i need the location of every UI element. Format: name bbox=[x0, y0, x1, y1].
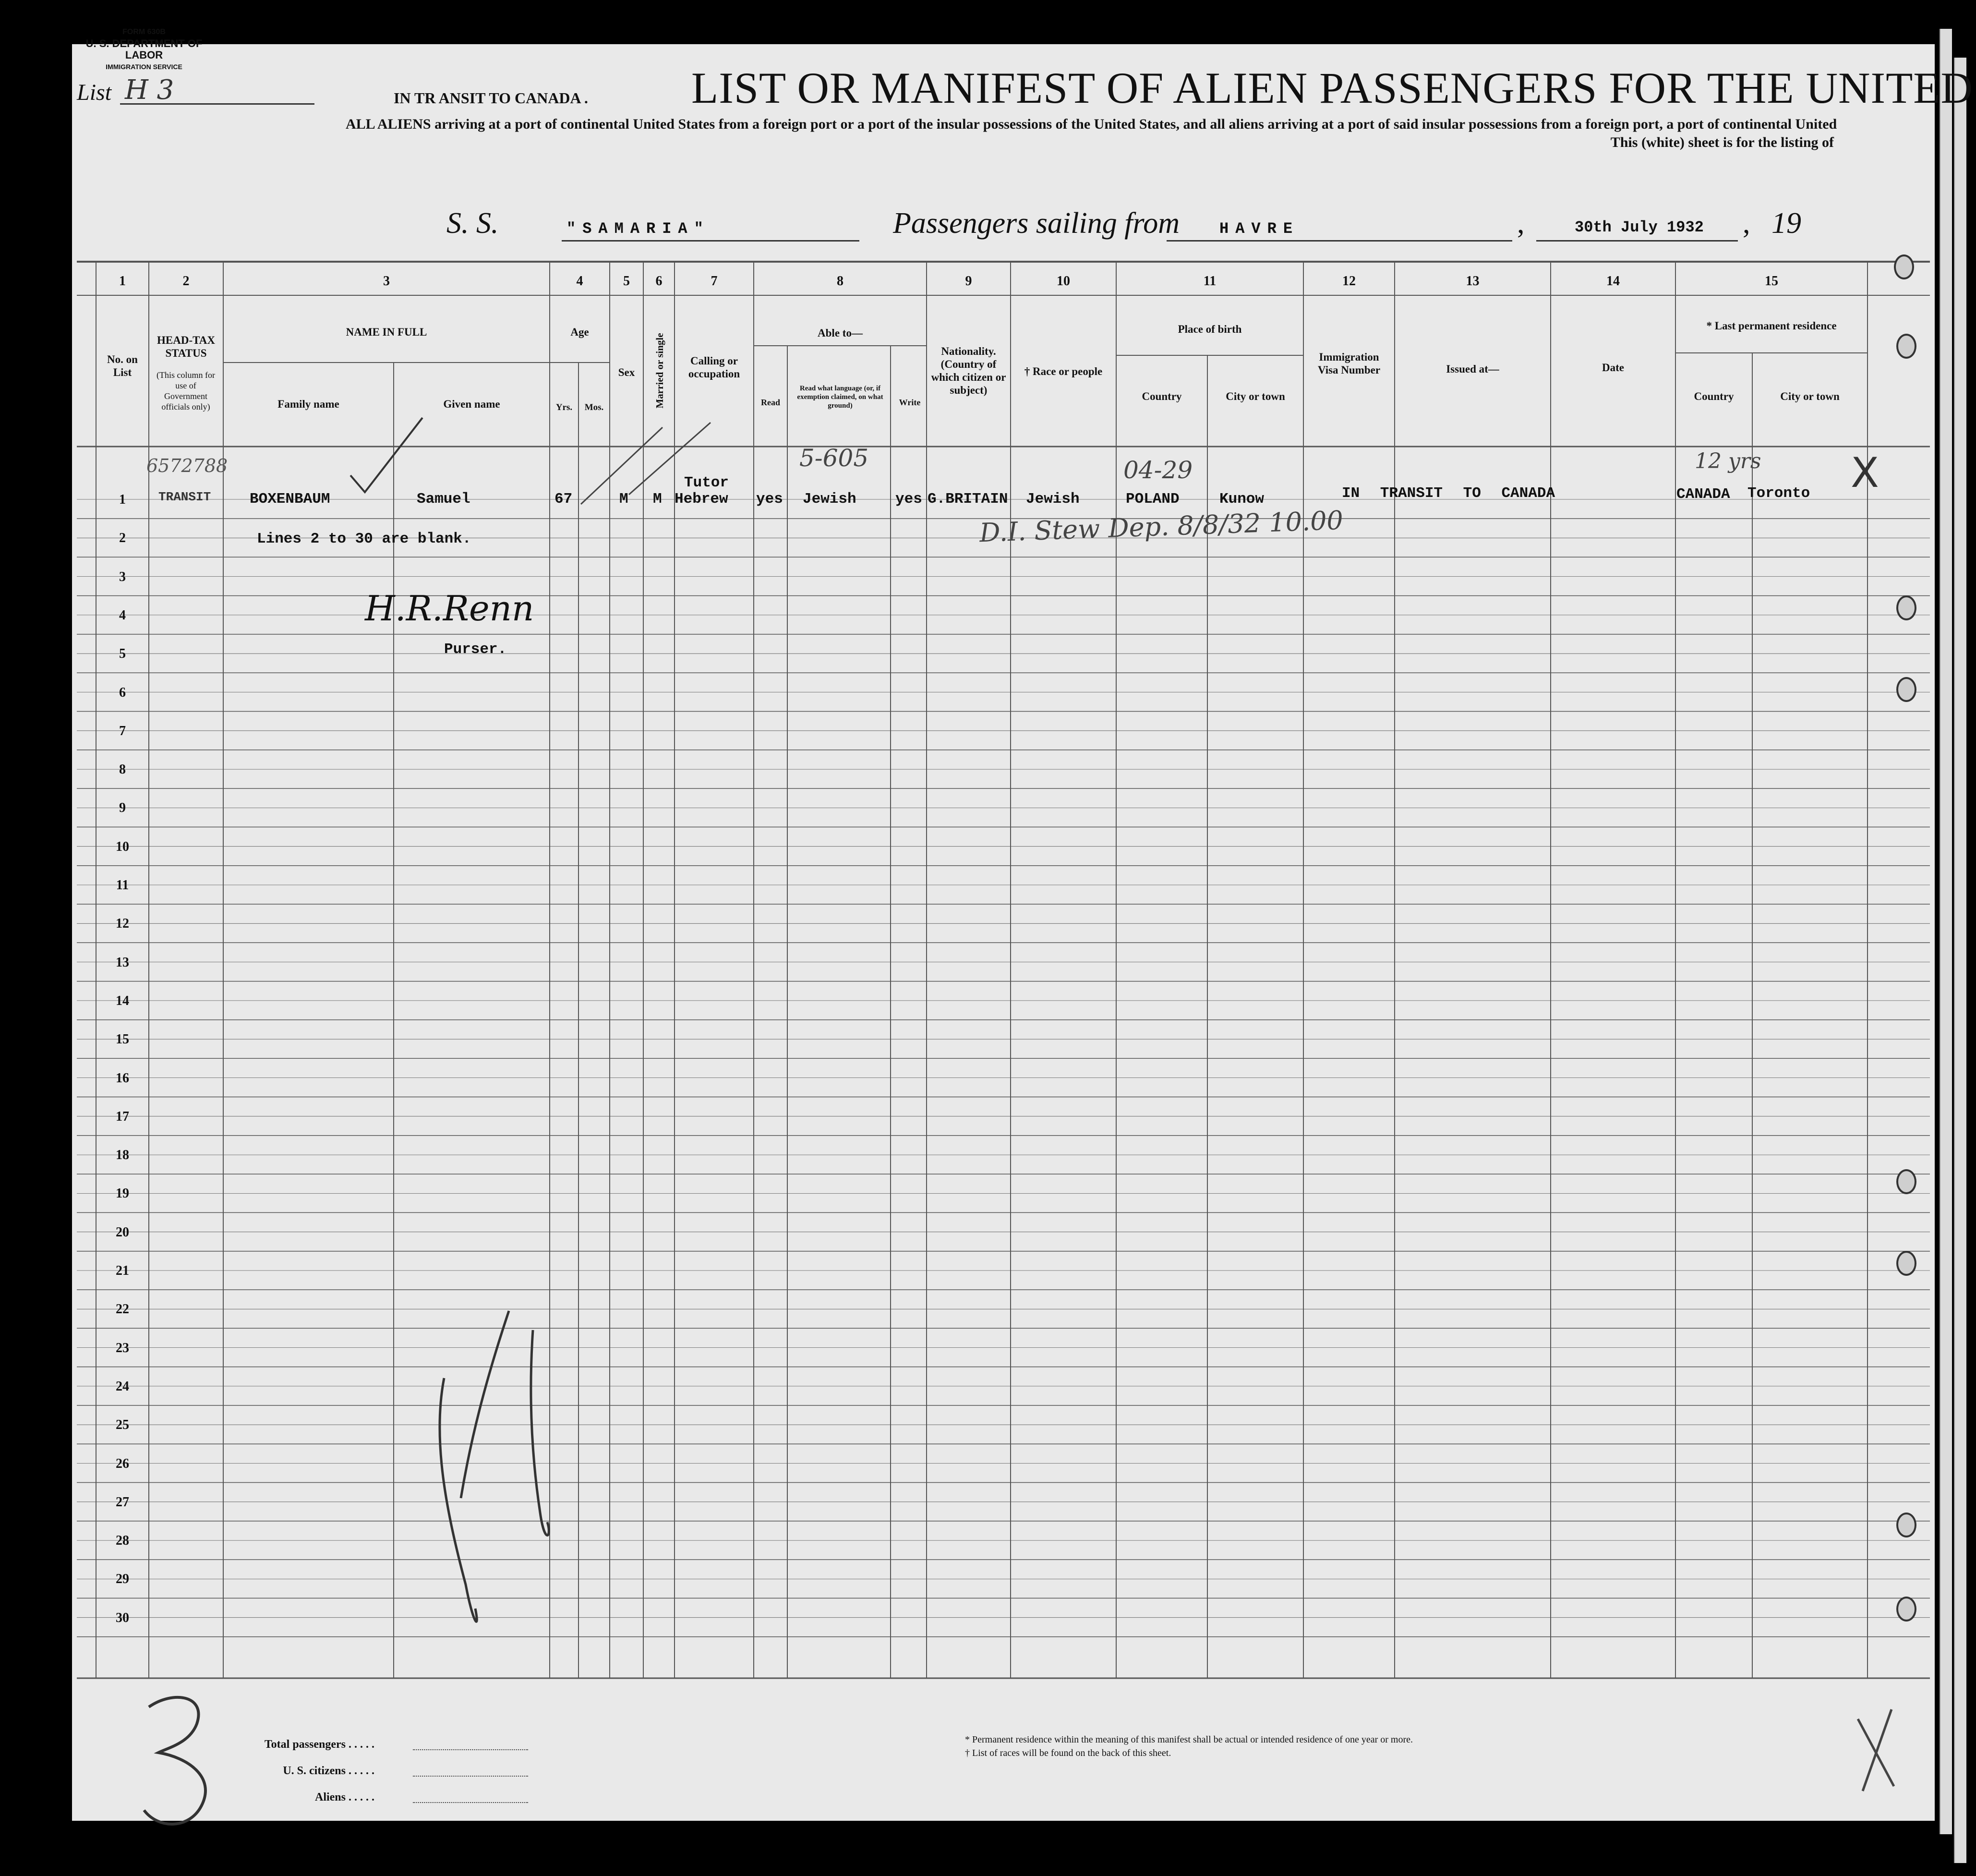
header-name-in-full: NAME IN FULL bbox=[346, 326, 427, 338]
family-name-cell: BOXENBAUM bbox=[250, 491, 330, 508]
row-number: 14 bbox=[116, 993, 129, 1008]
pen-stroke-3 bbox=[144, 1697, 205, 1824]
age-cell: 67 bbox=[554, 491, 573, 508]
column-number: 5 bbox=[623, 274, 630, 289]
column-number: 8 bbox=[837, 274, 843, 289]
column-number: 11 bbox=[1203, 274, 1217, 289]
row-number: 13 bbox=[116, 955, 129, 970]
header-head-tax-note: (This column for use of Government officials only) bbox=[157, 370, 215, 412]
pen-stroke-k bbox=[440, 1311, 549, 1622]
row-number: 7 bbox=[119, 723, 126, 738]
row-number: 9 bbox=[119, 800, 126, 816]
transit-note: IN TR ANSIT TO CANADA . bbox=[394, 89, 588, 107]
total-passengers-line bbox=[413, 1749, 528, 1750]
column-number: 9 bbox=[965, 274, 972, 289]
row-number: 20 bbox=[116, 1224, 129, 1240]
header-last-residence: * Last permanent residence bbox=[1706, 320, 1837, 332]
row-number: 16 bbox=[116, 1070, 129, 1086]
column-number: 4 bbox=[576, 274, 583, 289]
residence-country-cell: CANADA bbox=[1676, 486, 1730, 503]
header-birth-country: Country bbox=[1142, 390, 1182, 402]
pen-stroke-diagonal bbox=[629, 423, 711, 495]
header-head-tax: HEAD-TAX STATUS bbox=[157, 334, 215, 359]
language-cell: Jewish bbox=[803, 491, 856, 508]
birth-city-cell: Kunow bbox=[1219, 491, 1265, 508]
form-line: IMMIGRATION SERVICE bbox=[106, 63, 182, 71]
header-age-mos: Mos. bbox=[584, 402, 604, 412]
purser-signature: H.R.Renn bbox=[365, 588, 534, 629]
column-number: 14 bbox=[1606, 274, 1620, 289]
row-number: 21 bbox=[116, 1263, 129, 1278]
row-number: 1 bbox=[119, 492, 126, 507]
row-number: 26 bbox=[116, 1456, 129, 1471]
purser-label: Purser. bbox=[444, 641, 507, 658]
header-able-to: Able to— bbox=[818, 327, 863, 339]
form-line: U. S. DEPARTMENT OF LABOR bbox=[85, 37, 203, 61]
handwritten-code: 04-29 bbox=[1123, 456, 1193, 484]
list-value: H 3 bbox=[125, 74, 174, 106]
header-sex: Sex bbox=[618, 366, 635, 378]
port-name: HAVRE bbox=[1219, 220, 1300, 238]
form-line: FORM 630B bbox=[122, 28, 166, 36]
ss-label: S. S. bbox=[446, 207, 499, 240]
read-cell: yes bbox=[756, 491, 783, 508]
blank-lines-note: Lines 2 to 30 are blank. bbox=[257, 531, 471, 547]
comma: , bbox=[1743, 207, 1750, 240]
total-passengers-label: Total passengers . . . . . bbox=[264, 1738, 374, 1751]
row-number: 19 bbox=[116, 1186, 129, 1201]
row-number: 23 bbox=[116, 1340, 129, 1356]
nationality-cell: G.BRITAIN bbox=[928, 491, 1008, 508]
us-citizens-label: U. S. citizens . . . . . bbox=[283, 1765, 374, 1777]
header-age: Age bbox=[570, 326, 589, 338]
binder-hole bbox=[1896, 1251, 1916, 1276]
row-number: 29 bbox=[116, 1572, 129, 1587]
header-birth-city: City or town bbox=[1226, 390, 1285, 402]
sex-cell: M bbox=[619, 491, 628, 508]
subtitle-line-2: This (white) sheet is for the listing of bbox=[1610, 134, 1834, 150]
header-visa-number: Immigration Visa Number bbox=[1317, 351, 1381, 376]
head-tax-handwritten: 6572788 bbox=[146, 455, 228, 476]
comma: , bbox=[1517, 207, 1525, 240]
column-number: 12 bbox=[1342, 274, 1356, 289]
header-read-language: Read what language (or, if exemption claimed, on what ground) bbox=[797, 385, 883, 410]
footnote-permanent-residence: * Permanent residence within the meaning of this manifest shall be actual or intended residence of one year or more. bbox=[965, 1734, 1413, 1745]
binder-hole bbox=[1896, 595, 1916, 620]
header-no-on-list: No. on List bbox=[107, 353, 138, 378]
row-number: 10 bbox=[116, 839, 129, 854]
write-cell: yes bbox=[895, 491, 922, 508]
aliens-label: Aliens . . . . . bbox=[314, 1791, 374, 1803]
row-number: 12 bbox=[116, 916, 129, 932]
header-residence-city: City or town bbox=[1780, 390, 1840, 402]
column-number: 3 bbox=[383, 274, 390, 289]
header-family-name: Family name bbox=[277, 398, 339, 410]
header-date: Date bbox=[1602, 362, 1624, 374]
row-number: 11 bbox=[116, 878, 129, 893]
married-cell: M bbox=[653, 491, 662, 508]
row-number: 3 bbox=[119, 569, 126, 584]
row-number: 22 bbox=[116, 1302, 129, 1317]
binder-hole bbox=[1896, 1597, 1916, 1622]
handwritten-x-mark: X bbox=[1851, 449, 1879, 497]
row-number: 30 bbox=[116, 1610, 129, 1625]
row-number: 24 bbox=[116, 1379, 129, 1394]
ship-name: "SAMARIA" bbox=[566, 220, 710, 238]
column-number: 1 bbox=[119, 274, 126, 289]
row-number: 6 bbox=[119, 685, 126, 700]
subtitle-line-1: ALL ALIENS arriving at a port of continental United States from a foreign port or a port of the insular possessions of the United States, and all aliens arriving at a port of said insular possessions from a foreign port, a port of continental United bbox=[346, 116, 1837, 132]
birth-country-cell: POLAND bbox=[1126, 491, 1180, 508]
calling-cell: Tutor bbox=[684, 474, 729, 491]
column-number: 10 bbox=[1057, 274, 1070, 289]
calling-cell: Hebrew bbox=[675, 491, 728, 508]
header-married: Married or single bbox=[654, 333, 665, 409]
row-number: 27 bbox=[116, 1494, 129, 1510]
header-age-yrs: Yrs. bbox=[555, 402, 573, 412]
column-number: 15 bbox=[1765, 274, 1778, 289]
binder-hole bbox=[1896, 677, 1916, 702]
sailing-label: Passengers sailing from bbox=[893, 207, 1180, 240]
binder-hole bbox=[1894, 254, 1914, 279]
footnote-races: † List of races will be found on the back of this sheet. bbox=[965, 1748, 1171, 1758]
pen-stroke-diagonal bbox=[581, 427, 663, 504]
given-name-cell: Samuel bbox=[417, 491, 470, 508]
row-number: 28 bbox=[116, 1533, 129, 1549]
visa-transit-cell: IN TRANSIT TO CANADA bbox=[1342, 485, 1555, 502]
handwritten-annotation: D.I. Stew Dep. 8/8/32 10.00 bbox=[979, 505, 1344, 548]
race-cell: Jewish bbox=[1026, 491, 1080, 508]
binder-hole bbox=[1896, 1513, 1916, 1537]
row-number: 8 bbox=[119, 762, 126, 777]
row-number: 4 bbox=[119, 607, 126, 623]
header-residence-country: Country bbox=[1694, 390, 1734, 402]
header-race: † Race or people bbox=[1024, 365, 1103, 377]
pen-stroke-check bbox=[350, 418, 422, 492]
column-number: 7 bbox=[711, 274, 718, 289]
column-number: 13 bbox=[1466, 274, 1480, 289]
residence-city-cell: Toronto bbox=[1747, 485, 1810, 502]
head-tax-status: TRANSIT bbox=[158, 490, 211, 504]
header-write: Write bbox=[899, 398, 921, 407]
header-given-name: Given name bbox=[443, 398, 500, 410]
row-number: 5 bbox=[119, 646, 126, 662]
list-label: List bbox=[77, 80, 112, 105]
header-read: Read bbox=[761, 398, 780, 407]
handwritten-years: 12 yrs bbox=[1695, 449, 1761, 473]
us-citizens-line bbox=[413, 1776, 528, 1777]
year-label: 19 bbox=[1771, 207, 1801, 240]
handwritten-code: 5-605 bbox=[799, 444, 869, 472]
aliens-line bbox=[413, 1802, 528, 1803]
row-number: 15 bbox=[116, 1032, 129, 1047]
pen-stroke-x bbox=[1858, 1709, 1894, 1791]
column-number: 2 bbox=[182, 274, 190, 289]
page-title: LIST OR MANIFEST OF ALIEN PASSENGERS FOR THE UNITED bbox=[691, 63, 1973, 112]
row-number: 17 bbox=[116, 1109, 129, 1124]
column-number: 6 bbox=[655, 274, 663, 289]
header-issued-at: Issued at— bbox=[1446, 363, 1499, 375]
row-number: 25 bbox=[116, 1417, 129, 1433]
header-calling: Calling or occupation bbox=[688, 355, 740, 380]
sailing-date: 30th July 1932 bbox=[1575, 218, 1704, 236]
binder-hole bbox=[1896, 334, 1916, 359]
row-number: 2 bbox=[119, 531, 126, 546]
row-number: 18 bbox=[116, 1148, 129, 1163]
header-nationality: Nationality. (Country of which citizen or subject) bbox=[931, 345, 1006, 396]
binder-hole bbox=[1896, 1169, 1916, 1194]
header-place-of-birth: Place of birth bbox=[1178, 323, 1242, 335]
